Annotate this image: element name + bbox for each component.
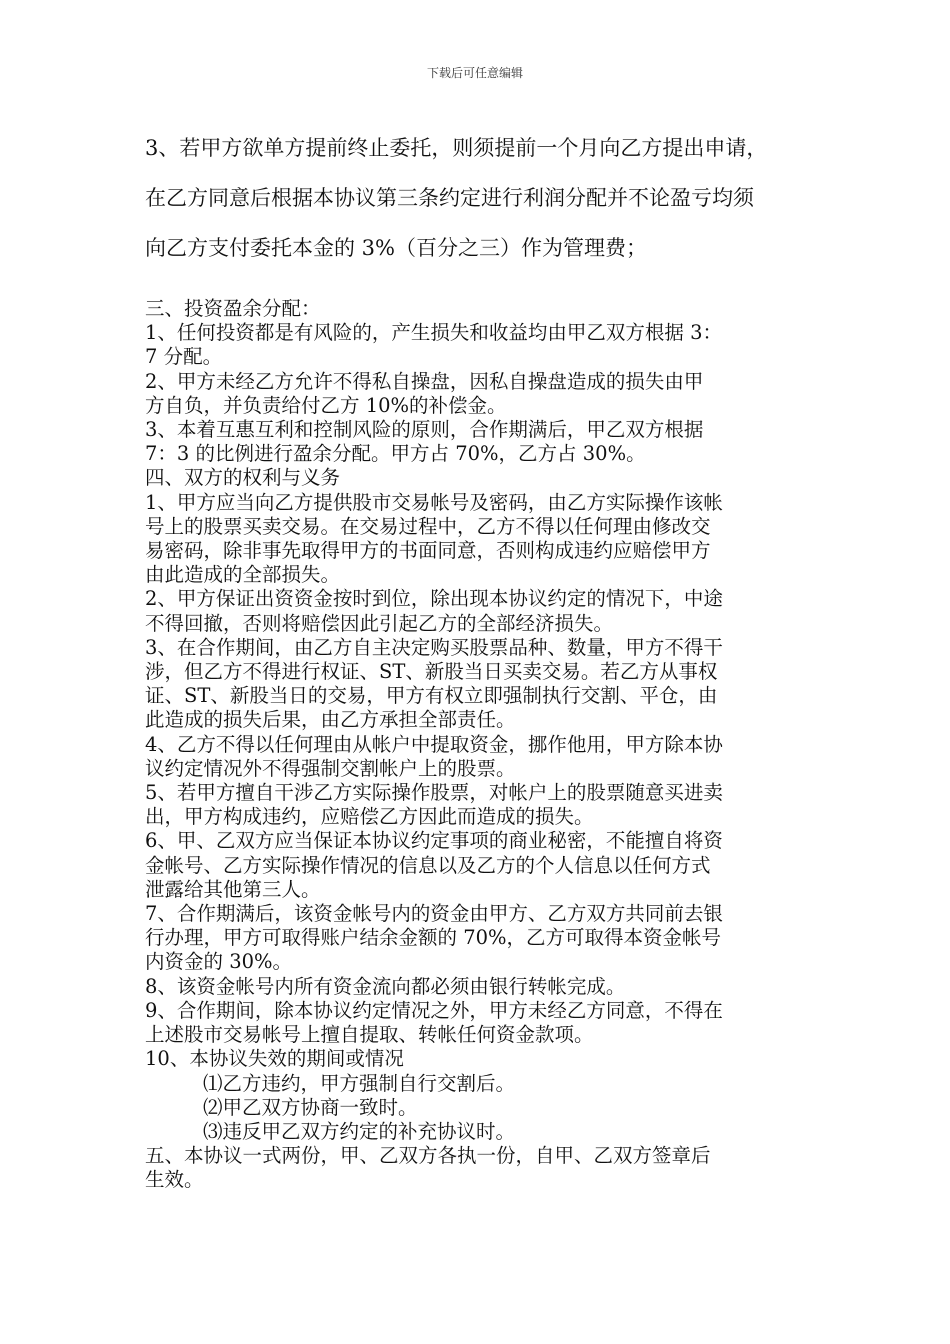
clause-line: 四、双方的权利与义务 bbox=[145, 466, 341, 490]
clause-paragraph bbox=[145, 370, 815, 418]
clause-line: 不得回撤，否则将赔偿因此引起乙方的全部经济损失。 bbox=[145, 611, 614, 635]
clause-paragraph bbox=[145, 491, 815, 588]
clause-line: ⑵甲乙双方协商一致时。 bbox=[203, 1095, 418, 1119]
clause-line: 1、甲方应当向乙方提供股市交易帐号及密码，由乙方实际操作该帐 bbox=[145, 490, 723, 514]
clause-line: 3、在合作期间，由乙方自主决定购买股票品种、数量，甲方不得干 bbox=[145, 635, 723, 659]
clause-line: 生效。 bbox=[145, 1168, 204, 1192]
header-text: 下载后可任意编辑 bbox=[426, 66, 523, 80]
clause-paragraph bbox=[145, 466, 815, 490]
clause-paragraph bbox=[145, 733, 815, 781]
clause-paragraph bbox=[145, 1096, 815, 1120]
clause-line: 5、若甲方擅自干涉乙方实际操作股票，对帐户上的股票随意买进卖 bbox=[145, 781, 723, 805]
clause-line: 方自负，并负责给付乙方 10%的补偿金。 bbox=[145, 393, 507, 417]
clause-line: 泄露给其他第三人。 bbox=[145, 877, 321, 901]
intro-line: 3、若甲方欲单方提前终止委托，则须提前一个月向乙方提出申请， bbox=[145, 136, 768, 160]
clause-line: 由此造成的全部损失。 bbox=[145, 563, 341, 587]
clause-paragraph bbox=[145, 1072, 815, 1096]
clause-line: 号上的股票买卖交易。在交易过程中，乙方不得以任何理由修改交 bbox=[145, 514, 711, 538]
clause-line: 出，甲方构成违约，应赔偿乙方因此而造成的损失。 bbox=[145, 805, 594, 829]
page-header bbox=[0, 66, 950, 80]
clause-line: 三、投资盈余分配： bbox=[145, 297, 321, 320]
clause-line: 五、本协议一式两份，甲、乙双方各执一份，自甲、乙双方签章后 bbox=[145, 1144, 711, 1168]
clause-line: 行办理，甲方可取得账户结余金额的 70%，乙方可取得本资金帐号 bbox=[145, 926, 722, 950]
intro-clause bbox=[145, 123, 815, 273]
clause-paragraph bbox=[145, 1047, 815, 1071]
clause-line: 10、本协议失效的期间或情况 bbox=[145, 1047, 404, 1071]
clause-line: 3、本着互惠互利和控制风险的原则，合作期满后，甲乙双方根据 bbox=[145, 418, 704, 442]
clause-line: 易密码，除非事先取得甲方的书面同意，否则构成违约应赔偿甲方 bbox=[145, 539, 711, 563]
clause-paragraph bbox=[145, 321, 815, 369]
clause-line: 7：3 的比例进行盈余分配。甲方占 70%，乙方占 30%。 bbox=[145, 442, 646, 466]
clause-line: 证、ST、新股当日的交易，甲方有权立即强制执行交割、平仓，由 bbox=[145, 684, 718, 708]
clause-line: 1、任何投资都是有风险的，产生损失和收益均由甲乙双方根据 3： bbox=[145, 321, 723, 345]
clause-paragraph bbox=[145, 1144, 815, 1192]
clause-line: 7、合作期满后，该资金帐号内的资金由甲方、乙方双方共同前去银 bbox=[145, 902, 723, 926]
clause-line: 7 分配。 bbox=[145, 345, 223, 369]
clause-line: 2、甲方保证出资资金按时到位，除出现本协议约定的情况下，中途 bbox=[145, 587, 723, 611]
clause-paragraph bbox=[145, 636, 815, 733]
clause-paragraph bbox=[145, 418, 815, 466]
clause-line: ⑴乙方违约，甲方强制自行交割后。 bbox=[203, 1071, 516, 1095]
clause-paragraph bbox=[145, 1120, 815, 1144]
intro-line: 在乙方同意后根据本协议第三条约定进行利润分配并不论盈亏均须 bbox=[145, 186, 754, 210]
clause-line: 内资金的 30%。 bbox=[145, 950, 293, 974]
clause-paragraph bbox=[145, 829, 815, 902]
clause-line: 8、该资金帐号内所有资金流向都必须由银行转帐完成。 bbox=[145, 974, 626, 998]
clause-line: 2、甲方未经乙方允许不得私自操盘，因私自操盘造成的损失由甲 bbox=[145, 369, 704, 393]
clause-line: ⑶违反甲乙双方约定的补充协议时。 bbox=[203, 1119, 516, 1143]
intro-line: 向乙方支付委托本金的 3%（百分之三）作为管理费； bbox=[145, 236, 647, 260]
clause-paragraph bbox=[145, 975, 815, 999]
clause-line: 金帐号、乙方实际操作情况的信息以及乙方的个人信息以任何方式 bbox=[145, 853, 711, 877]
clause-line: 9、合作期间，除本协议约定情况之外，甲方未经乙方同意，不得在 bbox=[145, 998, 723, 1022]
clause-paragraph bbox=[145, 999, 815, 1047]
clause-paragraph bbox=[145, 902, 815, 975]
clause-paragraph bbox=[145, 781, 815, 829]
clause-line: 6、甲、乙双方应当保证本协议约定事项的商业秘密，不能擅自将资 bbox=[145, 829, 723, 853]
clause-line: 4、乙方不得以任何理由从帐户中提取资金，挪作他用，甲方除本协 bbox=[145, 732, 723, 756]
clause-line: 上述股市交易帐号上擅自提取、转帐任何资金款项。 bbox=[145, 1023, 594, 1047]
clause-paragraph bbox=[145, 297, 815, 321]
clause-line: 议约定情况外不得强制交割帐户上的股票。 bbox=[145, 756, 516, 780]
clause-paragraph bbox=[145, 587, 815, 635]
document-body bbox=[145, 297, 815, 1193]
clause-line: 涉，但乙方不得进行权证、ST、新股当日买卖交易。若乙方从事权 bbox=[145, 660, 718, 684]
clause-line: 此造成的损失后果，由乙方承担全部责任。 bbox=[145, 708, 516, 732]
